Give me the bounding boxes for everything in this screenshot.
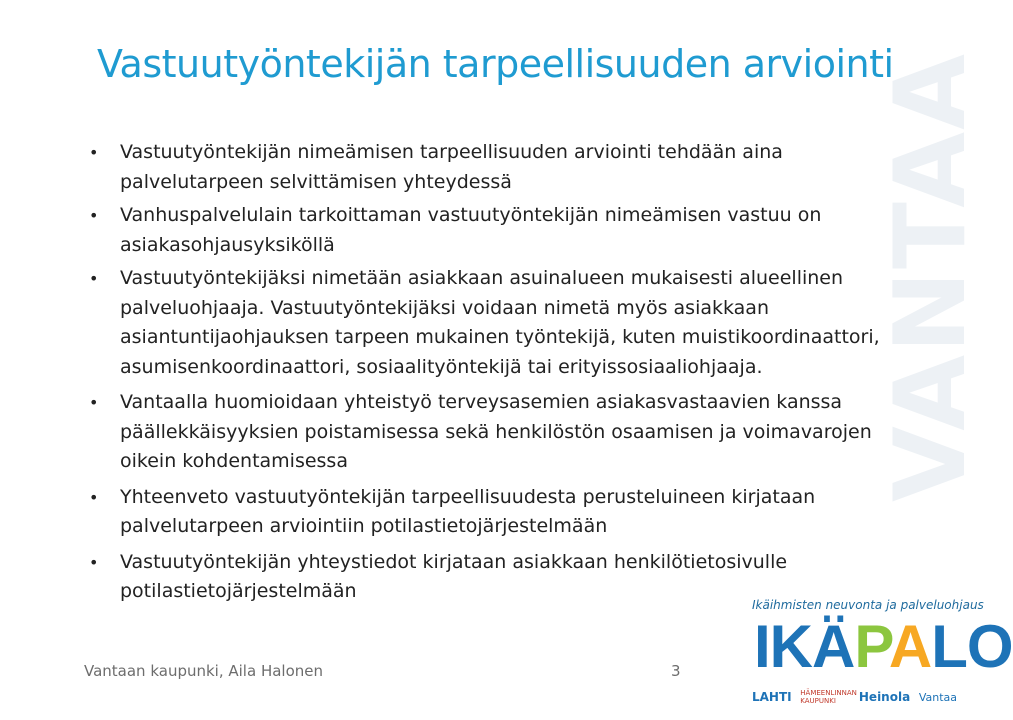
vantaa-logo: Vantaa xyxy=(918,690,957,704)
lahti-logo: LAHTI xyxy=(752,690,792,704)
ikapalo-logo xyxy=(754,613,1013,680)
slide-title: Vastuutyöntekijän tarpeellisuuden arviointi xyxy=(97,42,894,86)
bullet-text: Vastuutyöntekijän yhteystiedot kirjataan asiakkaan henkilötietosivulle potilastietojärjestelmään xyxy=(120,550,788,602)
bullet-text: Vantaalla huomioidaan yhteistyö terveysasemien asiakasvastaavien kanssa päällekkäisyyksien poistamisessa sekä henkilöstön osaamisen ja voimavarojen oikein kohdentamisessa xyxy=(120,391,872,472)
page-number: 3 xyxy=(671,662,681,680)
logo-part-2: P xyxy=(854,613,889,680)
heinola-logo: Heinola xyxy=(858,690,911,704)
bullet-icon: • xyxy=(89,552,99,572)
bullet-text: Yhteenveto vastuutyöntekijän tarpeellisuudesta perusteluineen kirjataan palvelutarpeen arviointiin potilastietojärjestelmään xyxy=(120,485,816,537)
bullet-item xyxy=(89,138,920,197)
footer-text: Vantaan kaupunki, Aila Halonen xyxy=(84,662,323,680)
bullet-icon: • xyxy=(89,269,99,288)
bullet-list xyxy=(89,138,920,607)
bullet-icon: • xyxy=(89,143,99,162)
watermark-text: VANTAA xyxy=(874,52,988,502)
logo-part-4: LO xyxy=(931,613,1013,680)
bullet-icon: • xyxy=(89,487,99,507)
bullet-item xyxy=(89,483,920,542)
bullet-icon: • xyxy=(89,206,99,225)
hameenlinna-logo: HÄMEENLINNAN KAUPUNKI xyxy=(800,689,857,705)
logo-part-3: A xyxy=(888,613,932,680)
bullet-text: Vastuutyöntekijäksi nimetään asiakkaan asuinalueen mukaisesti alueellinen palveluohjaaja. Vastuutyöntekijäksi voidaan nimetä myös asiakkaan asiantuntijaohjauksen tarpeen mukainen työntekijä, kuten muistikoordinaattori, asumisenkoordinaattori, sosiaalityöntekijä tai erityissosiaaliohjaaja. xyxy=(120,267,880,378)
ikapalo-tagline: Ikäihmisten neuvonta ja palveluohjaus xyxy=(752,598,984,612)
bullet-item xyxy=(89,201,920,260)
logo-part-1: IKÄ xyxy=(754,613,855,680)
bullet-text: Vanhuspalvelulain tarkoittaman vastuutyöntekijän nimeämisen vastuu on asiakasohjausyksiköllä xyxy=(120,204,822,256)
bullet-text: Vastuutyöntekijän nimeämisen tarpeellisuuden arviointi tehdään aina palvelutarpeen selvittämisen yhteydessä xyxy=(120,141,783,193)
bullet-item xyxy=(89,264,920,382)
partner-logos xyxy=(752,684,957,710)
bullet-icon: • xyxy=(89,393,99,412)
bullet-item xyxy=(89,388,920,477)
